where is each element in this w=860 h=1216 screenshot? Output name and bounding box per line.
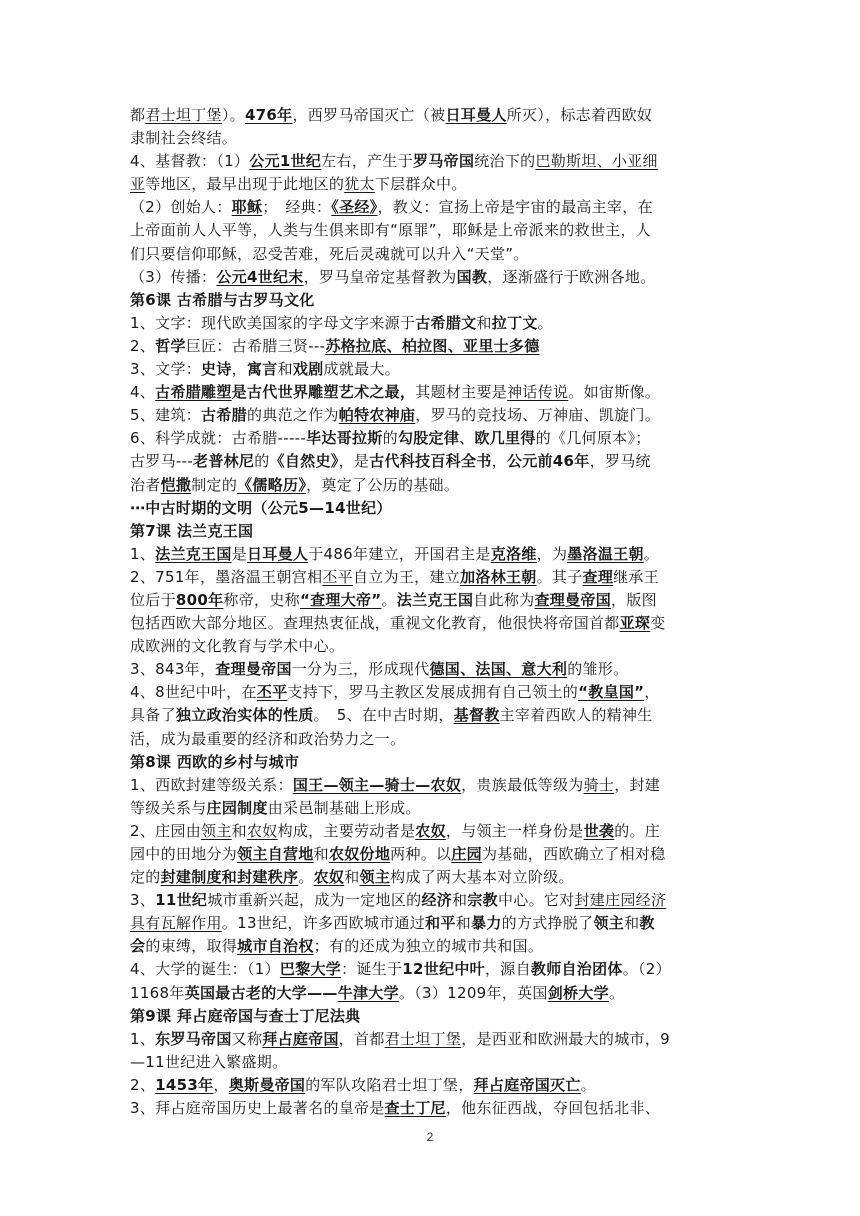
text-run: 等级关系与	[130, 798, 207, 817]
text-line	[130, 1074, 736, 1097]
text-line	[130, 751, 736, 774]
text-run: 第7课 法兰克王国	[130, 521, 254, 540]
text-run: 城市重新兴起，成为一定地区的	[207, 891, 422, 910]
text-run: 经济	[421, 891, 453, 910]
text-line	[130, 474, 736, 497]
text-run: 包括西欧大部分地区。查理热衷征战，重视文化教育，他很快将帝国首都	[130, 614, 620, 633]
text-run: 勾股定律	[397, 429, 460, 448]
text-run: 隶制社会终结。	[130, 129, 238, 148]
text-run: ，	[491, 452, 507, 471]
text-run: 拉丁文	[491, 313, 538, 332]
text-run: 的	[382, 429, 398, 448]
text-run: 克洛维	[490, 544, 537, 563]
text-run: 庄园制度	[206, 798, 268, 817]
text-run: 成就最大。	[323, 360, 401, 379]
text-line	[130, 774, 736, 797]
text-line	[130, 889, 736, 912]
text-line	[130, 289, 736, 312]
text-line	[130, 127, 736, 150]
text-line	[130, 266, 736, 289]
text-run: 亚琛	[619, 614, 651, 633]
text-run: 宗教	[467, 891, 498, 910]
text-run: 《自然史》	[269, 452, 339, 471]
text-run: 。	[608, 983, 625, 1002]
text-run: 奥斯曼帝国	[228, 1075, 306, 1094]
text-run: ；有的还成为独立的城市共和国。	[313, 937, 544, 956]
text-run: 加洛林王朝	[460, 567, 537, 586]
text-line	[130, 912, 736, 935]
text-run: ，是西亚和欧洲最大的城市，9	[461, 1029, 670, 1048]
text-line	[130, 358, 736, 381]
text-run: 和	[231, 821, 247, 840]
text-run: 具有瓦解作用	[130, 914, 222, 933]
text-run: 支持下，罗马主教区发展成拥有自己领土的	[287, 683, 579, 702]
text-line	[130, 243, 736, 266]
text-run: 和	[624, 914, 640, 933]
text-run: 。	[381, 590, 397, 609]
text-run: ，封建	[614, 775, 661, 794]
text-run: ：诞生于	[341, 960, 403, 979]
text-run: 领主	[593, 914, 625, 933]
text-line	[130, 612, 736, 635]
text-run: 国王—领主—骑士—农奴	[292, 775, 462, 794]
text-run: ，与领主一样身份是	[445, 821, 584, 840]
text-run: 2、	[130, 336, 156, 355]
text-run: 的	[254, 452, 270, 471]
text-line	[130, 335, 736, 358]
text-run: 古希腊文	[415, 313, 477, 332]
text-run: ⋯中古时期的文明（公元5—14世纪）	[130, 498, 392, 517]
text-line	[130, 589, 736, 612]
text-run: 巴黎大学	[279, 960, 342, 979]
text-run: 封建庄园经济	[574, 891, 667, 910]
text-run: 苏格拉底、柏拉图、亚里士多德	[325, 336, 540, 355]
text-run: “查理大帝”	[299, 590, 382, 609]
text-run: 和	[313, 845, 329, 863]
text-run: 继承王	[613, 567, 660, 586]
text-run: 1453年	[155, 1075, 214, 1094]
text-run: 世袭	[583, 821, 615, 840]
text-line	[130, 958, 736, 981]
text-run: 剑桥大学	[547, 983, 609, 1002]
text-line	[130, 704, 736, 727]
text-run: 恺撒	[160, 475, 192, 494]
text-run: 。	[298, 868, 314, 887]
text-line	[130, 797, 736, 820]
text-line	[130, 820, 736, 843]
text-line	[130, 381, 736, 404]
text-line	[130, 104, 736, 127]
text-run: 亚	[130, 175, 146, 194]
text-line	[130, 427, 736, 450]
text-run: 欧几里得	[474, 429, 536, 448]
text-run: 定的	[130, 868, 161, 887]
text-run: 1、	[130, 1029, 156, 1048]
page-number: 2	[426, 1130, 434, 1144]
text-run: 拜占庭帝国	[262, 1029, 339, 1048]
text-run: 领主	[359, 868, 391, 887]
text-run: 。	[580, 1075, 596, 1094]
text-run: 哲学	[155, 336, 186, 355]
text-run: 公元前46年	[506, 452, 590, 471]
text-line	[130, 982, 736, 1005]
text-run: 墨洛温王朝	[567, 544, 644, 563]
text-run: 和	[344, 868, 360, 887]
text-run: 的方式挣脱了	[501, 914, 594, 933]
text-run: 476年	[244, 106, 293, 124]
text-run: 制定的	[191, 475, 238, 494]
document-body	[130, 104, 736, 1120]
text-run: 的军队攻陷君士坦丁堡，	[305, 1075, 474, 1094]
text-run: 2、751年，墨洛温王朝宫相	[130, 567, 323, 586]
text-run: 1、	[130, 544, 156, 563]
text-run: 公元4世纪末	[216, 267, 304, 286]
text-run: 古希腊雕塑	[155, 383, 232, 402]
text-run: 。 5、在中古时期，	[313, 706, 454, 725]
text-run: 4、8世纪中叶，在	[130, 683, 257, 702]
text-run: 的束缚，取得	[145, 937, 238, 956]
text-run: 、	[459, 429, 475, 448]
text-run: 自此称为	[473, 590, 535, 609]
text-run: ，	[644, 683, 660, 702]
text-line	[130, 219, 736, 242]
text-run: 领主自营地	[237, 845, 314, 863]
text-run: 变	[650, 614, 666, 633]
text-run: “教皇国”	[578, 683, 645, 702]
text-run: 国教	[456, 267, 488, 286]
text-line	[130, 450, 736, 473]
text-run: 农奴	[246, 821, 278, 840]
text-run: 一分为三，形成现代	[291, 660, 430, 679]
text-run: 教师自治团体	[530, 960, 623, 979]
text-run: 5、建筑：	[130, 406, 202, 425]
text-run: 独立政治实体的性质	[175, 706, 314, 725]
text-run: ，源自	[484, 960, 531, 979]
text-run: 查士丁尼	[384, 1099, 446, 1118]
text-run: 神话传说	[507, 383, 569, 402]
text-run: 。如宙斯像。	[568, 383, 661, 402]
text-run: 1、文字：现代欧美国家的字母文字来源于	[130, 313, 416, 332]
text-run: （3）传播：	[130, 267, 217, 286]
text-line	[130, 312, 736, 335]
text-run: 法兰克王国	[155, 544, 232, 563]
text-run: 戏剧	[292, 360, 324, 379]
text-run: 们只要信仰耶稣，忍受苦难，死后灵魂就可以升入“天堂”。	[130, 244, 529, 263]
text-run: 下层群众中。	[374, 175, 467, 194]
text-run: ，	[213, 1075, 229, 1094]
text-run: 教	[639, 914, 655, 933]
text-line	[130, 497, 736, 520]
text-run: 左右，产生于	[321, 152, 414, 171]
text-run: 牛津大学	[337, 983, 399, 1002]
text-run: 丕平	[256, 683, 288, 702]
text-run: 3、文学：	[130, 360, 202, 379]
text-run: 《儒略历》	[237, 475, 307, 494]
text-run: 寓言	[246, 360, 278, 379]
text-run: ，罗马统	[589, 452, 651, 471]
text-run: 称帝，史称	[223, 590, 300, 609]
text-run: 统治下的	[474, 152, 536, 171]
text-run: 英国最古老的大学——	[184, 983, 338, 1002]
text-run: 和	[476, 313, 492, 332]
text-run: 丕平	[322, 567, 353, 586]
text-run: ； 经典：	[262, 198, 332, 217]
text-run: 公元1世纪	[249, 152, 322, 171]
text-run: 庄园	[451, 845, 482, 863]
text-run: 治者	[130, 475, 161, 494]
text-line	[130, 520, 736, 543]
text-run: 查理	[582, 567, 614, 586]
text-run: 于486年建立，开国君主是	[308, 544, 491, 563]
text-run: 和平	[425, 914, 456, 933]
text-run: 农奴	[313, 868, 345, 887]
text-run: ，逐渐盛行于欧洲各地。	[487, 267, 656, 286]
text-run: 1、西欧封建等级关系：	[130, 775, 293, 794]
text-run: 基督教	[453, 706, 500, 725]
text-run: 。13世纪，许多西欧城市通过	[221, 914, 426, 933]
text-run: 12世纪中叶	[402, 960, 485, 979]
text-run: 老普林尼	[193, 452, 255, 471]
text-line	[130, 658, 736, 681]
text-run: 农奴	[415, 821, 446, 840]
text-run: ，西罗马帝国灭亡（被	[292, 106, 446, 124]
text-run: 1168年	[130, 983, 185, 1002]
text-run: ，为	[536, 544, 568, 563]
text-run: 。	[537, 313, 553, 332]
text-run: 6、科学成就：古希腊-----	[130, 429, 307, 448]
text-run: ，版图	[611, 590, 657, 609]
text-run: 11世纪	[155, 891, 208, 910]
text-run: 位后于	[130, 590, 176, 609]
text-line	[130, 728, 736, 751]
text-run: 查理曼帝国	[534, 590, 612, 609]
text-run: 领主	[201, 821, 232, 840]
text-run: 和	[452, 891, 468, 910]
text-run: 园中的田地分为	[130, 845, 238, 863]
text-run: 3、	[130, 891, 156, 910]
text-run: 构成，主要劳动者是	[277, 821, 416, 840]
text-line	[130, 566, 736, 589]
text-run: 会	[130, 937, 146, 956]
text-line	[130, 150, 736, 173]
text-run: 犹太	[344, 175, 375, 194]
text-run: 帕特农神庙	[338, 406, 416, 425]
text-run: 君士坦丁堡	[384, 1029, 462, 1048]
text-run: 主宰着西欧人的精神生	[499, 706, 653, 725]
text-run: ，贵族最低等级为	[461, 775, 584, 794]
text-run: 和	[455, 914, 472, 933]
text-run: 是	[231, 544, 247, 563]
text-run: 构成了两大基本对立阶级。	[390, 868, 574, 887]
text-run: —11世纪进入繁盛期。	[130, 1052, 288, 1071]
text-line	[130, 404, 736, 427]
text-run: ，教义：宣扬上帝是宇宙的最高主宰，在	[377, 198, 653, 217]
text-run: ，是	[338, 452, 370, 471]
text-run: 具备了	[130, 706, 176, 725]
text-line	[130, 635, 736, 658]
text-run: ，罗马的竞技场、万神庙、凯旋门。	[415, 406, 661, 425]
text-run: 的典范之作为	[246, 406, 339, 425]
text-run: 史诗	[201, 360, 232, 379]
text-run: 自立为王，建立	[352, 567, 461, 586]
text-run: 的《几何原本》；	[535, 429, 651, 448]
text-run: 骑士	[583, 775, 615, 794]
text-line	[130, 1028, 736, 1051]
text-run: 又称	[231, 1029, 263, 1048]
text-run: 耶稣	[231, 198, 263, 217]
text-line	[130, 1005, 736, 1028]
text-run: 古罗马---	[130, 452, 194, 471]
text-run: 3、拜占庭帝国历史上最著名的皇帝是	[130, 1099, 385, 1118]
text-run: 800年	[175, 590, 224, 609]
text-run: 都	[130, 106, 146, 124]
text-run: ，他东征西战，夺回包括北非、	[445, 1099, 661, 1118]
text-run: 第9课 拜占庭帝国与查士丁尼法典	[130, 1006, 361, 1025]
text-run: 上帝面前人人平等，人类与生俱来即有“原罪”，耶稣是上帝派来的救世主，人	[130, 221, 652, 240]
text-run: 。（2）	[622, 960, 671, 979]
text-run: ，首都	[338, 1029, 385, 1048]
text-run: 的。庄	[614, 821, 661, 840]
text-run: 巴勒斯坦、小亚细	[535, 152, 658, 171]
text-line	[130, 843, 736, 866]
text-run: 《圣经》	[331, 198, 378, 217]
text-line	[130, 1097, 736, 1120]
text-run: 。	[643, 544, 660, 563]
text-run: 4、基督教：（1）	[130, 152, 250, 171]
text-run: 是古代世界雕塑艺术之最，	[231, 383, 416, 402]
text-run: 为基础，西欧确立了相对稳	[481, 845, 666, 863]
text-run: 3、843年，	[130, 660, 216, 679]
text-run: 法兰克王国	[396, 590, 474, 609]
text-run: 2、庄园由	[130, 821, 202, 840]
text-run: 古代科技百科全书	[369, 452, 492, 471]
text-run: 查理曼帝国	[215, 660, 292, 679]
text-run: 日耳曼人	[445, 106, 507, 124]
text-run: ，奠定了公历的基础。	[306, 475, 460, 494]
text-line	[130, 196, 736, 219]
text-run: 4、大学的诞生：（1）	[130, 960, 280, 979]
text-run: 农奴份地	[328, 845, 391, 863]
text-run: 毕达哥拉斯	[306, 429, 383, 448]
text-run: 拜占庭帝国灭亡	[473, 1075, 581, 1094]
text-run: ，	[231, 360, 247, 379]
text-run: 巨匠：古希腊三贤---	[185, 336, 326, 355]
text-run: 成欧洲的文化教育与学术中心。	[130, 637, 345, 656]
text-run: 由采邑制基础上形成。	[267, 798, 421, 817]
text-run: 罗马帝国	[413, 152, 475, 171]
text-run: 第8课 西欧的乡村与城市	[130, 752, 300, 771]
text-line	[130, 935, 736, 958]
text-run: 所灭），标志着西欧奴	[506, 106, 653, 124]
text-run: 的雏形。	[567, 660, 629, 679]
text-run: 其题材主要是	[415, 383, 508, 402]
text-run: 第6课 古希腊与古罗马文化	[130, 290, 315, 309]
text-run: ，罗马皇帝定基督教为	[303, 267, 457, 286]
text-run: 4、	[130, 383, 156, 402]
text-run: 。其子	[536, 567, 583, 586]
text-line	[130, 681, 736, 704]
text-line	[130, 1051, 736, 1074]
text-run: 两种。以	[390, 845, 452, 863]
text-run: 中心。它对	[497, 891, 575, 910]
text-run: 。（3）1209年，英国	[398, 983, 548, 1002]
text-run: 2、	[130, 1075, 156, 1094]
text-run: 封建制度和封建秩序	[160, 868, 299, 887]
text-run: 活，成为最重要的经济和政治势力之一。	[130, 729, 406, 748]
text-run: 暴力	[471, 914, 502, 933]
text-run: 德国、法国、意大利	[429, 660, 568, 679]
text-run: （2）创始人：	[130, 198, 232, 217]
text-line	[130, 866, 736, 889]
text-run: 城市自治权	[237, 937, 314, 956]
text-run: ）。	[221, 106, 245, 124]
text-run: 日耳曼人	[246, 544, 309, 563]
text-line	[130, 543, 736, 566]
text-run: 古希腊	[201, 406, 247, 425]
text-run: 东罗马帝国	[155, 1029, 232, 1048]
text-run: 等地区，最早出现于此地区的	[145, 175, 345, 194]
text-run: 君士坦丁堡	[145, 106, 222, 124]
text-run: 和	[277, 360, 293, 379]
text-line	[130, 173, 736, 196]
